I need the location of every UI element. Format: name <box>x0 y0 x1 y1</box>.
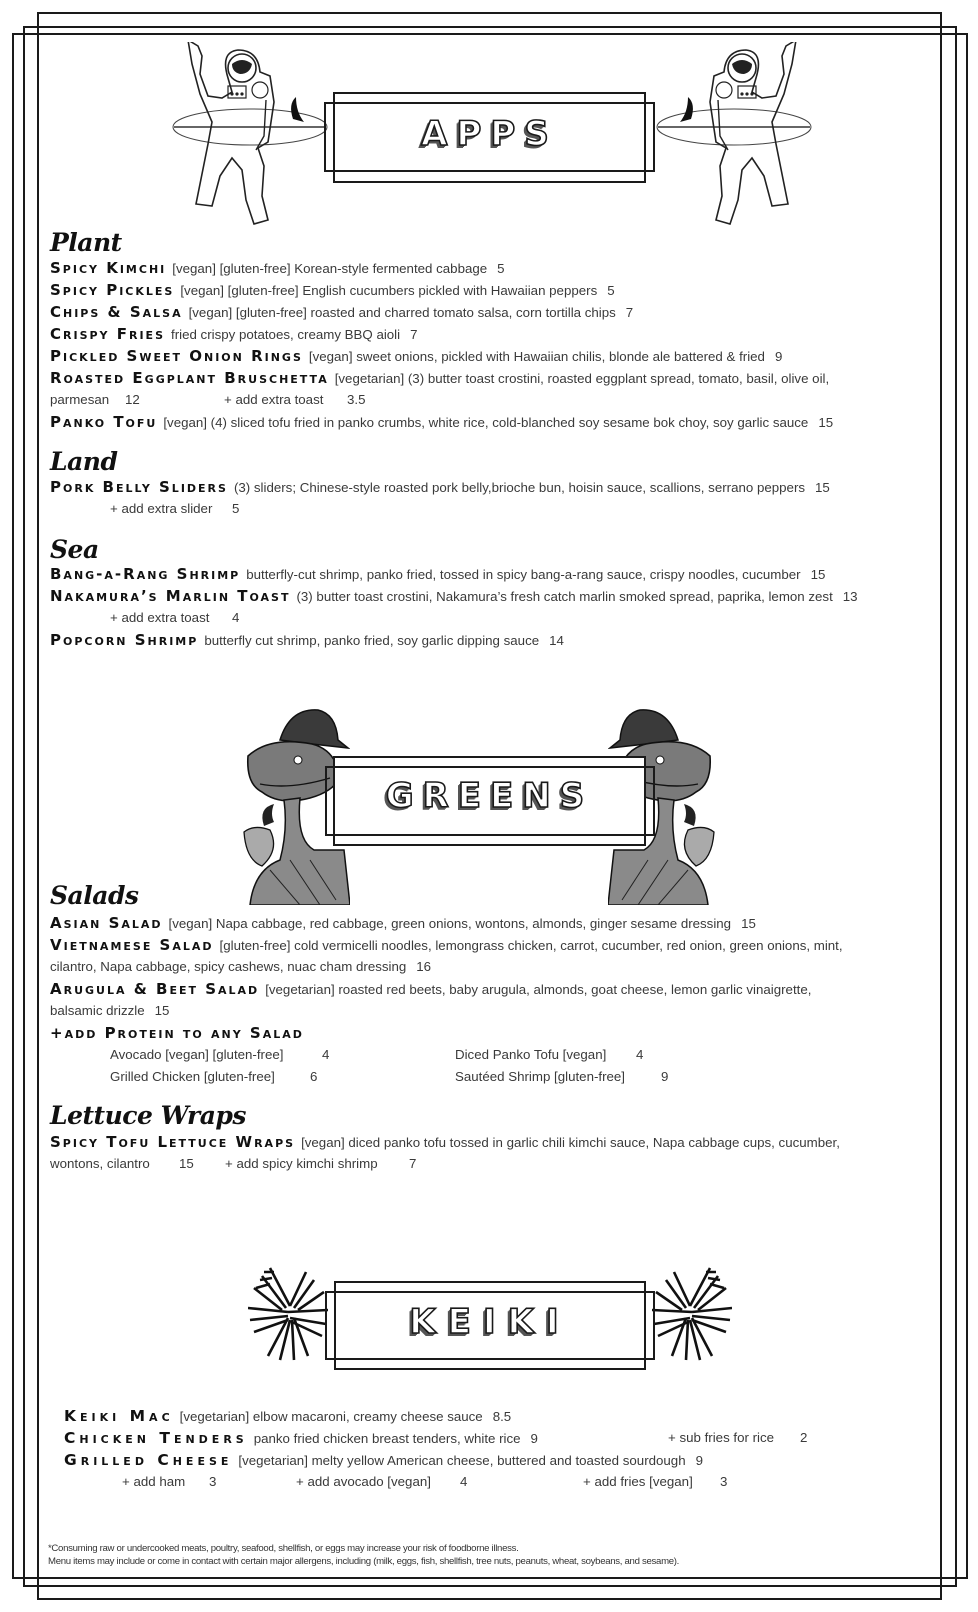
item-addon-price: 3.5 <box>347 392 366 407</box>
item-desc: butterfly cut shrimp, panko fried, soy garlic dipping sauce <box>204 633 540 648</box>
astronaut-surfer-icon <box>170 42 330 232</box>
item-desc: [vegan] [gluten-free] English cucumbers pickled with Hawaiian peppers <box>180 283 598 298</box>
menu-item <box>64 1449 918 1472</box>
keiki-addon-price: 4 <box>460 1474 468 1489</box>
menu-item-cont <box>50 956 918 978</box>
item-price: 13 <box>842 589 858 604</box>
item-price: 9 <box>695 1453 704 1468</box>
menu-item <box>50 301 918 324</box>
item-desc: [vegan] Napa cabbage, red cabbage, green onions, wontons, almonds, ginger sesame dressing <box>168 916 732 931</box>
menu-item <box>50 279 918 302</box>
footnote-allergen-warning: Menu items may include or come in contact with certain major allergens, including (milk, eggs, fish, shellfish, tree nuts, peanuts, wheat, soybeans, and sesame). <box>48 1556 680 1567</box>
protein-option: Sautéed Shrimp [gluten-free] <box>455 1069 626 1084</box>
item-desc: [vegan] [gluten-free] roasted and charred tomato salsa, corn tortilla chips <box>188 305 616 320</box>
item-name: Arugula & Beet Salad <box>50 980 260 998</box>
item-price: 16 <box>416 959 432 974</box>
item-desc: [vegetarian] (3) butter toast crostini, roasted eggplant spread, tomato, basil, olive oil, <box>334 371 830 386</box>
item-name: Spicy Kimchi <box>50 259 167 277</box>
protein-option: Avocado [vegan] [gluten-free] <box>110 1047 284 1062</box>
section-heading-sea: Sea <box>50 535 99 564</box>
item-name: Spicy Tofu Lettuce Wraps <box>50 1133 296 1151</box>
menu-item <box>50 345 918 368</box>
menu-item <box>50 912 918 935</box>
keiki-addon-price: 3 <box>720 1474 728 1489</box>
item-desc-cont: parmesan <box>50 392 110 407</box>
item-price: 5 <box>497 261 505 276</box>
item-price: 15 <box>810 567 826 582</box>
menu-item <box>50 563 918 586</box>
item-name: Grilled Cheese <box>64 1451 233 1469</box>
item-addon: + add extra toast <box>110 610 210 625</box>
menu-item <box>50 367 918 390</box>
item-name: Bang-a-Rang Shrimp <box>50 565 241 583</box>
item-desc: fried crispy potatoes, creamy BBQ aioli <box>171 327 401 342</box>
keiki-title: KEIKI <box>409 1302 571 1342</box>
apps-title: APPS <box>421 114 558 154</box>
menu-item <box>50 476 918 499</box>
section-heading-land: Land <box>50 447 118 476</box>
item-desc: [vegan] sweet onions, pickled with Hawaiian chilis, blonde ale battered & fried <box>308 349 765 364</box>
item-name: Pork Belly Sliders <box>50 478 228 496</box>
menu-item <box>50 1131 918 1154</box>
menu-item-cont <box>50 1000 918 1022</box>
item-name: Panko Tofu <box>50 413 158 431</box>
item-price: 7 <box>625 305 634 320</box>
item-addon: + sub fries for rice <box>668 1430 775 1445</box>
item-name: Crispy Fries <box>50 325 165 343</box>
item-price: 5 <box>607 283 615 298</box>
item-price: 12 <box>125 392 140 407</box>
item-desc: [vegan] diced panko tofu tossed in garlic chili kimchi sauce, Napa cabbage cups, cucumber, <box>301 1135 840 1150</box>
item-price: 8.5 <box>492 1409 512 1424</box>
item-addon-price: 4 <box>232 610 240 625</box>
item-name: Keiki Mac <box>64 1407 174 1425</box>
keiki-addon: + add avocado [vegan] <box>296 1474 431 1489</box>
item-desc: [vegetarian] melty yellow American cheese, buttered and toasted sourdough <box>238 1453 686 1468</box>
item-name: Nakamura’s Marlin Toast <box>50 587 291 605</box>
menu-item <box>50 934 918 957</box>
pineapple-crown-icon <box>248 1262 328 1362</box>
item-desc: butterfly-cut shrimp, panko fried, tossed in spicy bang-a-rang sauce, crispy noodles, cucumber <box>246 567 801 582</box>
item-desc: [vegetarian] roasted red beets, baby arugula, almonds, goat cheese, lemon garlic vinaigrette, <box>265 982 812 997</box>
item-addon-price: 7 <box>409 1156 417 1171</box>
menu-item <box>64 1405 918 1428</box>
protein-option-price: 4 <box>322 1047 330 1062</box>
item-desc: [vegan] [gluten-free] Korean-style fermented cabbage <box>172 261 488 276</box>
menu-item <box>50 585 918 608</box>
item-desc: [vegan] (4) sliced tofu fried in panko crumbs, white rice, cold-blanched soy sesame bok choy, soy garlic sauce <box>163 415 809 430</box>
item-name: Asian Salad <box>50 914 163 932</box>
item-desc-cont: cilantro, Napa cabbage, spicy cashews, nuac cham dressing <box>50 959 407 974</box>
protein-heading: +add Protein to any Salad <box>50 1024 304 1042</box>
item-desc: panko fried chicken breast tenders, white rice <box>253 1431 521 1446</box>
footnote-consumption-warning: *Consuming raw or undercooked meats, poultry, seafood, shellfish, or eggs may increase your risk of foodborne illness. <box>48 1543 519 1554</box>
item-name: Vietnamese Salad <box>50 936 214 954</box>
keiki-addon-price: 3 <box>209 1474 217 1489</box>
item-price: 14 <box>549 633 564 648</box>
astronaut-surfer-icon <box>654 42 814 232</box>
protein-option-price: 6 <box>310 1069 318 1084</box>
menu-item <box>50 411 918 434</box>
section-heading-plant: Plant <box>50 228 122 257</box>
item-desc-cont: balsamic drizzle <box>50 1003 145 1018</box>
item-name: Popcorn Shrimp <box>50 631 199 649</box>
menu-item <box>50 257 918 280</box>
item-price: 7 <box>410 327 418 342</box>
item-price: 15 <box>154 1003 170 1018</box>
item-name: Roasted Eggplant Bruschetta <box>50 369 329 387</box>
section-heading-salads: Salads <box>50 881 139 910</box>
item-addon-price: 2 <box>800 1430 808 1445</box>
protein-option: Grilled Chicken [gluten-free] <box>110 1069 275 1084</box>
item-price: 15 <box>815 480 830 495</box>
item-desc: (3) butter toast crostini, Nakamura’s fresh catch marlin smoked spread, paprika, lemon zest <box>296 589 833 604</box>
greens-title: GREENS <box>385 776 594 816</box>
item-addon-price: 5 <box>232 501 240 516</box>
protein-heading-line <box>50 1022 918 1045</box>
keiki-addon: + add fries [vegan] <box>583 1474 693 1489</box>
item-name: Chicken Tenders <box>64 1429 248 1447</box>
menu-item <box>50 629 918 652</box>
item-addon: + add extra slider <box>110 501 213 516</box>
menu-item <box>64 1427 918 1450</box>
item-price: 15 <box>818 415 834 430</box>
item-name: Chips & Salsa <box>50 303 183 321</box>
item-desc: [vegetarian] elbow macaroni, creamy cheese sauce <box>179 1409 483 1424</box>
item-price: 15 <box>179 1156 194 1171</box>
item-addon: + add extra toast <box>224 392 324 407</box>
item-price: 15 <box>741 916 756 931</box>
protein-option-price: 9 <box>661 1069 669 1084</box>
keiki-addon: + add ham <box>122 1474 186 1489</box>
item-desc: [gluten-free] cold vermicelli noodles, lemongrass chicken, carrot, cucumber, red onion, green onions, mint, <box>219 938 843 953</box>
item-addon: + add spicy kimchi shrimp <box>225 1156 378 1171</box>
section-heading-lettuce-wraps: Lettuce Wraps <box>50 1101 246 1130</box>
item-price: 9 <box>774 349 783 364</box>
protein-option-price: 4 <box>636 1047 644 1062</box>
item-price: 9 <box>530 1431 538 1446</box>
item-desc: (3) sliders; Chinese-style roasted pork belly,brioche bun, hoisin sauce, scallions, serrano peppers <box>233 480 806 495</box>
menu-item <box>50 323 918 346</box>
pineapple-crown-icon <box>652 1262 732 1362</box>
item-name: Spicy Pickles <box>50 281 175 299</box>
protein-option: Diced Panko Tofu [vegan] <box>455 1047 607 1062</box>
item-desc-cont: wontons, cilantro <box>50 1156 150 1171</box>
menu-item <box>50 978 918 1001</box>
item-name: Pickled Sweet Onion Rings <box>50 347 303 365</box>
